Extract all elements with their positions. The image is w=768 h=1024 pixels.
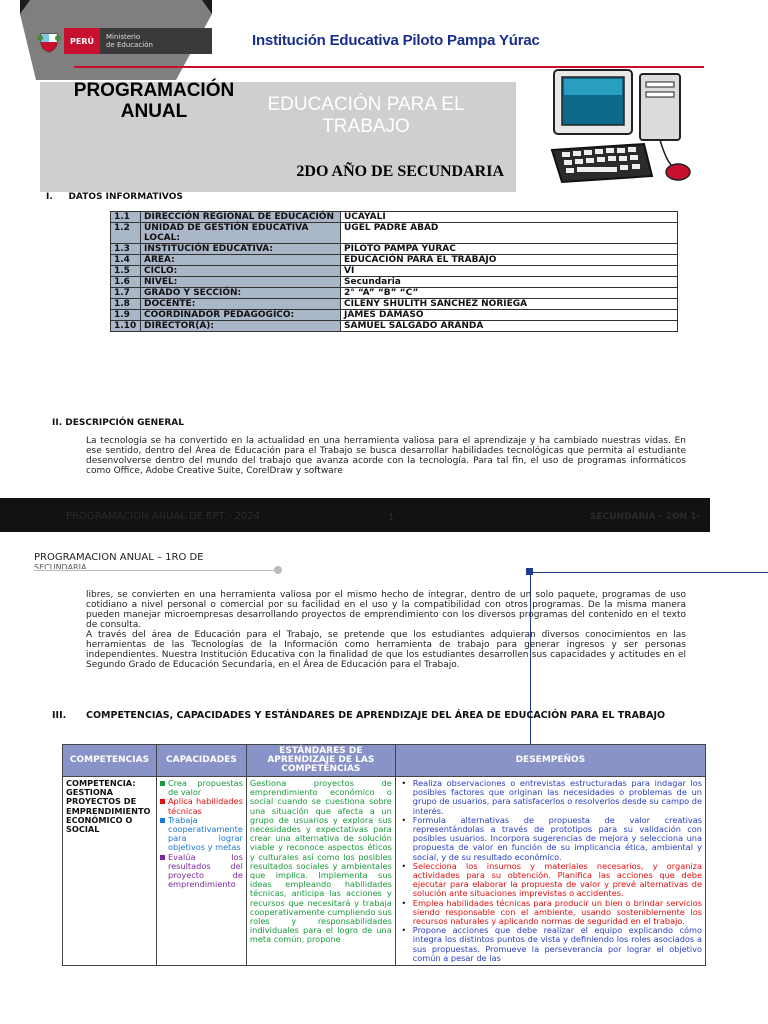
info-label: GRADO Y SECCIÓN:: [141, 288, 341, 299]
bullet-icon: •: [401, 778, 407, 788]
performance-item: [399, 816, 702, 862]
info-value: PILOTO PAMPA YURAC: [341, 244, 678, 255]
info-row: [111, 288, 678, 299]
info-row: [111, 244, 678, 255]
info-value: VI: [341, 266, 678, 277]
ministry-line-2: de Educación: [105, 41, 153, 49]
info-value: JAMES DAMASO: [341, 310, 678, 321]
info-label: DIRECCIÓN REGIONAL DE EDUCACIÓN: [141, 212, 341, 223]
page-2-header-title: PROGRAMACIÓN ANUAL – 1RO DE: [34, 552, 204, 563]
info-value: CILENY SHULITH SANCHEZ NORIEGA: [341, 299, 678, 310]
performances-cell: [395, 777, 705, 966]
performance-text: Realiza observaciones o entrevistas estructuradas para indagar los posibles factores que originan las necesidades o problemas de un grupo de usuarios, para satisfacerlos o resolverlos desde su campo de interés.: [412, 778, 702, 816]
institution-title: Institución Educativa Piloto Pampa Yúrac: [252, 32, 540, 49]
header-competencies: COMPETENCIAS: [63, 745, 157, 777]
general-description-text: La tecnología se ha convertido en la actualidad en una herramienta valiosa para el aprendizaje y ha cambiado nuestras vidas. En ese sentido, dentro del Área de Educación para el Trabajo se busca desarrollar habilidades tecnológicas que permita al estudiante desenvolverse dentro del mundo del trabajo que avanza acorde con la tecnología. Para tal fin, el uso de programas informáticos como Office, Adobe Creative Suite, CorelDraw y software: [86, 436, 686, 476]
header-standards: ESTÁNDARES DE APRENDIZAJE DE LAS COMPETENCIAS: [246, 745, 395, 777]
section-2-title: DESCRIPCIÓN GENERAL: [65, 418, 184, 428]
performance-text: Formula alternativas de propuesta de valor creativas representándolas a través de prototipos para su validación con posibles usuarios. Incorpora sugerencias de mejora y selecciona una propuesta de valor en función de su implicancia ética, ambiental y social, y de su resultado económico.: [412, 814, 702, 862]
info-number: 1.6: [111, 277, 141, 288]
info-number: 1.7: [111, 288, 141, 299]
info-label: COORDINADOR PEDAGOGÍCO:: [141, 310, 341, 321]
info-label: CICLO:: [141, 266, 341, 277]
info-label: DOCENTE:: [141, 299, 341, 310]
footer-document-title: PROGRAMACIÓN ANUAL DE EPT - 2024: [66, 511, 261, 522]
header-capacities: CAPACIDADES: [156, 745, 246, 777]
info-value: Secundaria: [341, 277, 678, 288]
capacity-text: Aplica habilidades técnicas: [167, 796, 243, 816]
info-number: 1.10: [111, 321, 141, 332]
computer-illustration: [548, 68, 700, 188]
performance-text: Emplea habilidades técnicas para producir un bien o brindar servicios siendo responsable con el ambiente, usando sosteniblemente los recursos naturales y aplicando normas de seguridad en el trabajo.: [412, 897, 702, 927]
square-bullet-icon: [160, 818, 165, 823]
section-3-title: COMPETENCIAS, CAPACIDADES Y ESTÁNDARES DE APRENDIZAJE DEL ÁREA DE EDUCACIÓN PARA EL TRABAJO: [86, 710, 666, 721]
ministry-logo: [34, 28, 212, 54]
banner-subject: EDUCACIÓN PARA EL TRABAJO: [267, 94, 465, 137]
info-value: SAMUEL SALGADO ARANDA: [341, 321, 678, 332]
info-number: 1.1: [111, 212, 141, 223]
info-label: DIRECTOR(A):: [141, 321, 341, 332]
performance-item: [399, 926, 702, 963]
banner-title: PROGRAMACIÓN ANUAL: [73, 80, 235, 122]
bullet-icon: •: [401, 897, 407, 908]
square-bullet-icon: [160, 781, 165, 786]
info-label: INSTITUCIÓN EDUCATIVA:: [141, 244, 341, 255]
bullet-icon: •: [401, 925, 407, 936]
info-label: ÁREA:: [141, 255, 341, 266]
performance-item: [399, 862, 702, 899]
info-number: 1.9: [111, 310, 141, 321]
info-number: 1.2: [111, 223, 141, 244]
country-label: PERÚ: [64, 28, 100, 54]
performance-item: [399, 779, 702, 816]
general-data-table: [110, 211, 678, 332]
info-row: [111, 299, 678, 310]
header-rule: [34, 570, 278, 571]
info-row: [111, 212, 678, 223]
bullet-icon: •: [401, 814, 407, 825]
comment-connector-horizontal: [530, 572, 768, 573]
info-row: [111, 255, 678, 266]
capacity-text: Trabaja cooperativamente para lograr objetivos y metas: [167, 814, 243, 853]
capacity-item: [160, 816, 243, 853]
page-footer: [0, 498, 710, 532]
info-row: [111, 277, 678, 288]
coat-of-arms-icon: [34, 28, 64, 54]
section-2-heading: [52, 418, 184, 428]
info-row: [111, 223, 678, 244]
footer-level: SECUNDARIA - 2ON 1-: [590, 512, 701, 522]
footer-page-number: 1: [388, 512, 395, 523]
info-row: [111, 310, 678, 321]
header-performances: DESEMPEÑOS: [395, 745, 705, 777]
document-page-2: [0, 542, 768, 1024]
description-paragraph-1: libres, se convierten en una herramienta valiosa por el mismo hecho de integrar, dentro de un solo paquete, programas de uso cotidiano a nivel personal o comercial por su facilidad en el uso y la compatibilidad con otros programas. De la misma manera pueden manejar microempresas desarrollando proyectos de emprendimiento con los diversos programas del contenido en el texto de consulta.: [86, 590, 686, 630]
performance-text: Selecciona los insumos y materiales necesarios, y organiza actividades para su obtención. Planifica las acciones que debe ejecutar para elaborar la propuesta de valor y prevé alternativas de solución ante situaciones imprevistas o accidentes.: [412, 860, 702, 899]
capacity-text: Crea propuestas de valor: [167, 778, 243, 798]
header-rule-dot: [274, 566, 282, 574]
section-3-heading: [52, 710, 692, 721]
banner-grade: 2DO AÑO DE SECUNDARIA: [296, 163, 504, 180]
description-paragraph-2: A través del área de Educación para el Trabajo, se pretende que los estudiantes adquieran diversos conocimientos en las herramientas de las Tecnologías de la Información como herramienta de trabajo para generar ingresos y ser personas independientes. Nuestra Institución Educativa con la finalidad de que los estudiantes desarrollen sus capacidades y actitudes en el Segundo Grado de Educación Secundaria, en el Área de Educación para el Trabajo.: [86, 630, 686, 670]
capacity-item: [160, 797, 243, 815]
page-2-header-subtitle: SECUNDARIA: [34, 563, 87, 569]
bullet-icon: •: [401, 860, 407, 871]
capacities-cell: [156, 777, 246, 966]
ministry-label: [100, 28, 212, 54]
info-row: [111, 266, 678, 277]
info-label: UNIDAD DE GESTIÓN EDUCATIVA LOCAL:: [141, 223, 341, 244]
info-value: EDUCACIÓN PARA EL TRABAJO: [341, 255, 678, 266]
info-number: 1.3: [111, 244, 141, 255]
competencies-header-row: [63, 745, 706, 777]
info-number: 1.5: [111, 266, 141, 277]
section-3-number: III.: [52, 710, 67, 721]
square-bullet-icon: [160, 799, 165, 804]
competencies-table: [62, 744, 706, 966]
ministry-line-1: Ministerio: [105, 33, 141, 41]
performance-text: Propone acciones que debe realizar el equipo explicando cómo integra los distintos puntos de vista y definiendo los roles asociados a sus propuestas. Promueve la perseverancia por lograr el objetivo común a pesar de las: [412, 925, 702, 963]
capacity-item: [160, 779, 243, 797]
info-label: NIVEL:: [141, 277, 341, 288]
capacity-text: Evalúa los resultados del proyecto de emprendimiento: [167, 851, 243, 890]
competency-row: [63, 777, 706, 966]
performance-item: [399, 899, 702, 927]
competency-cell: COMPETENCIA: GESTIONA PROYECTOS DE EMPRENDIMIENTO ECONÓMICO O SOCIAL: [63, 777, 157, 966]
section-1-heading: [46, 192, 183, 202]
section-1-title: DATOS INFORMATIVOS: [68, 192, 183, 202]
info-value: UCAYALI: [341, 212, 678, 223]
square-bullet-icon: [160, 855, 165, 860]
capacity-item: [160, 853, 243, 890]
section-1-number: I.: [46, 192, 53, 202]
info-row: [111, 321, 678, 332]
info-value: 2° “A” “B” “C”: [341, 288, 678, 299]
info-number: 1.8: [111, 299, 141, 310]
standard-cell: Gestiona proyectos de emprendimiento económico o social cuando se cuestiona sobre una situación que afecta a un grupo de usuarios y explora sus necesidades y expectativas para crear una alternativa de solución viable y reconoce aspectos éticos y culturales así como los posibles resultados sociales y ambientales que implica. Implementa sus ideas empleando habilidades técnicas, anticipa las acciones y recursos que necesitará y trabaja cooperativamente cumpliendo sus roles y responsabilidades individuales para el logro de una meta común, propone: [246, 777, 395, 966]
description-continuation: [86, 590, 686, 670]
section-2-number: II.: [52, 418, 63, 428]
info-number: 1.4: [111, 255, 141, 266]
info-value: UGEL PADRE ABAD: [341, 223, 678, 244]
